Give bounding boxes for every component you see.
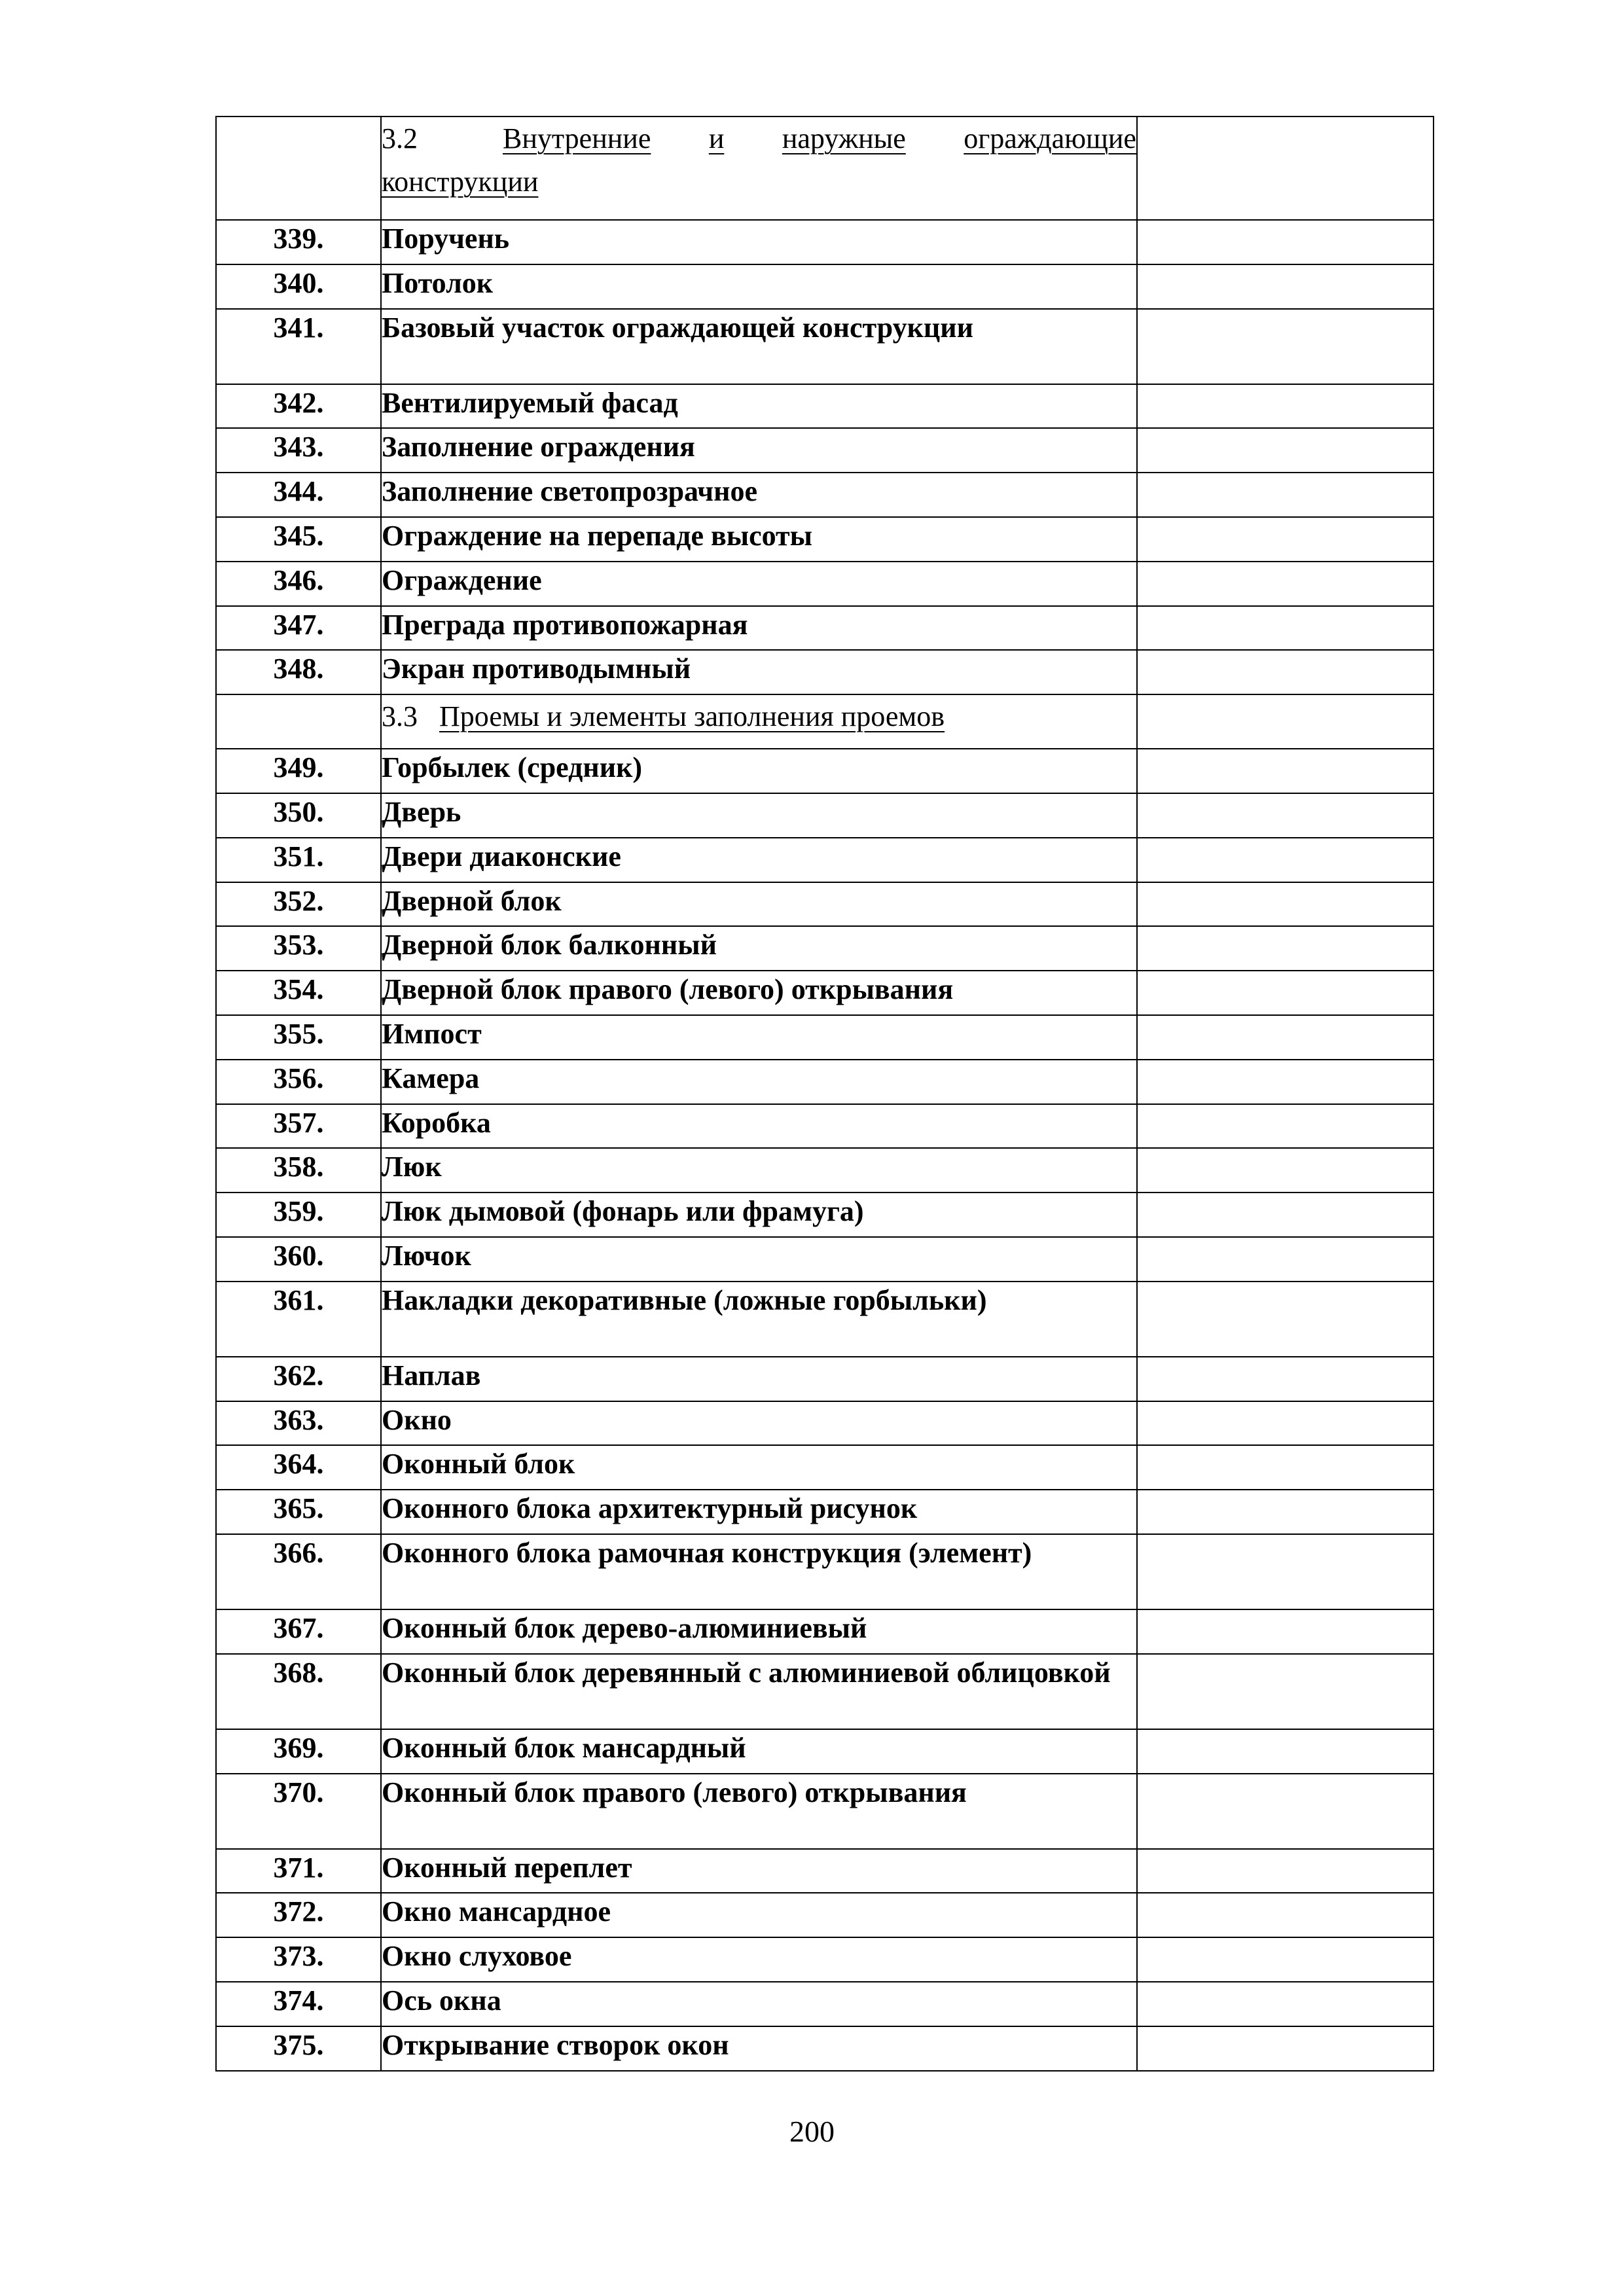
term-number: 371. xyxy=(216,1849,381,1893)
terms-table-body xyxy=(216,117,1434,2071)
term-number: 354. xyxy=(216,971,381,1015)
table-row xyxy=(216,793,1434,838)
table-row xyxy=(216,1654,1434,1729)
empty-cell xyxy=(1137,562,1434,606)
term-name: Ось окна xyxy=(381,1982,1137,2026)
empty-cell xyxy=(1137,606,1434,651)
term-number: 345. xyxy=(216,517,381,562)
table-row xyxy=(216,882,1434,927)
table-row xyxy=(216,1193,1434,1237)
section-title-word: Внутренние xyxy=(503,122,651,154)
table-row xyxy=(216,473,1434,517)
table-row xyxy=(216,838,1434,882)
empty-cell xyxy=(1137,264,1434,309)
section-heading-3-3 xyxy=(381,694,1137,749)
section-number: 3.2 xyxy=(382,122,418,154)
empty-cell xyxy=(1137,1060,1434,1104)
term-name: Заполнение светопрозрачное xyxy=(381,473,1137,517)
term-number: 356. xyxy=(216,1060,381,1104)
term-number: 347. xyxy=(216,606,381,651)
empty-cell xyxy=(1137,1893,1434,1937)
term-number: 349. xyxy=(216,749,381,793)
term-number: 367. xyxy=(216,1609,381,1654)
empty-cell xyxy=(1137,1015,1434,1060)
table-row xyxy=(216,1015,1434,1060)
term-name: Окно xyxy=(381,1401,1137,1446)
terms-table xyxy=(215,116,1434,2072)
term-name: Оконный блок дерево-алюминиевый xyxy=(381,1609,1137,1654)
table-row xyxy=(216,2026,1434,2071)
table-row xyxy=(216,606,1434,651)
term-number: 375. xyxy=(216,2026,381,2071)
term-number: 361. xyxy=(216,1282,381,1357)
section-title-word: наружные xyxy=(782,122,906,154)
term-number: 370. xyxy=(216,1774,381,1849)
empty-cell xyxy=(1137,1193,1434,1237)
empty-cell xyxy=(1137,882,1434,927)
term-number: 364. xyxy=(216,1445,381,1490)
term-name: Вентилируемый фасад xyxy=(381,384,1137,429)
table-row xyxy=(216,517,1434,562)
empty-cell xyxy=(1137,1937,1434,1982)
term-number: 348. xyxy=(216,650,381,694)
section-header-row-3-3 xyxy=(216,694,1434,749)
table-row xyxy=(216,1282,1434,1357)
empty-cell xyxy=(1137,1401,1434,1446)
term-name: Камера xyxy=(381,1060,1137,1104)
term-name: Базовый участок ограждающей конструкции xyxy=(381,309,1137,384)
term-name: Оконный блок деревянный с алюминиевой облицовкой xyxy=(381,1654,1137,1729)
table-row xyxy=(216,1445,1434,1490)
table-row xyxy=(216,384,1434,429)
empty-cell xyxy=(1137,838,1434,882)
empty-cell xyxy=(1137,473,1434,517)
term-number: 340. xyxy=(216,264,381,309)
empty-cell xyxy=(1137,1148,1434,1193)
term-number: 346. xyxy=(216,562,381,606)
table-row xyxy=(216,1937,1434,1982)
table-row xyxy=(216,220,1434,264)
term-number: 357. xyxy=(216,1104,381,1149)
term-number: 355. xyxy=(216,1015,381,1060)
term-name: Люк дымовой (фонарь или фрамуга) xyxy=(381,1193,1137,1237)
term-number: 341. xyxy=(216,309,381,384)
empty-cell xyxy=(1137,926,1434,971)
empty-cell xyxy=(1137,1534,1434,1609)
term-name: Оконный блок правого (левого) открывания xyxy=(381,1774,1137,1849)
term-number: 363. xyxy=(216,1401,381,1446)
empty-cell xyxy=(1137,1609,1434,1654)
empty-cell xyxy=(1137,1849,1434,1893)
term-number: 344. xyxy=(216,473,381,517)
term-number: 339. xyxy=(216,220,381,264)
table-row xyxy=(216,264,1434,309)
term-number: 350. xyxy=(216,793,381,838)
term-number: 351. xyxy=(216,838,381,882)
term-number: 358. xyxy=(216,1148,381,1193)
term-number: 362. xyxy=(216,1357,381,1401)
term-number: 360. xyxy=(216,1237,381,1282)
empty-cell xyxy=(1137,1490,1434,1534)
table-row xyxy=(216,1729,1434,1774)
term-number: 368. xyxy=(216,1654,381,1729)
empty-cell xyxy=(1137,1445,1434,1490)
empty-cell xyxy=(1137,694,1434,749)
term-number: 359. xyxy=(216,1193,381,1237)
section-number: 3.3 xyxy=(382,700,418,733)
term-number: 366. xyxy=(216,1534,381,1609)
empty-cell xyxy=(1137,309,1434,384)
term-name: Экран противодымный xyxy=(381,650,1137,694)
table-row xyxy=(216,650,1434,694)
table-row xyxy=(216,1849,1434,1893)
term-name: Оконный блок xyxy=(381,1445,1137,1490)
term-name: Поручень xyxy=(381,220,1137,264)
empty-cell xyxy=(1137,793,1434,838)
section-title-word: и xyxy=(708,122,725,154)
empty-cell xyxy=(1137,1104,1434,1149)
term-number: 343. xyxy=(216,428,381,473)
term-name: Оконный переплет xyxy=(381,1849,1137,1893)
section-title-word: ограждающие xyxy=(964,122,1136,154)
term-name: Коробка xyxy=(381,1104,1137,1149)
term-name: Дверной блок правого (левого) открывания xyxy=(381,971,1137,1015)
table-row xyxy=(216,1893,1434,1937)
empty-cell xyxy=(1137,1729,1434,1774)
table-row xyxy=(216,1148,1434,1193)
empty-cell xyxy=(1137,971,1434,1015)
term-name: Оконного блока рамочная конструкция (элемент) xyxy=(381,1534,1137,1609)
term-name: Горбылек (средник) xyxy=(381,749,1137,793)
term-name: Дверной блок xyxy=(381,882,1137,927)
table-row xyxy=(216,309,1434,384)
term-name: Окно слуховое xyxy=(381,1937,1137,1982)
term-number: 374. xyxy=(216,1982,381,2026)
term-name: Люк xyxy=(381,1148,1137,1193)
empty-cell xyxy=(1137,749,1434,793)
term-name: Наплав xyxy=(381,1357,1137,1401)
term-name: Ограждение на перепаде высоты xyxy=(381,517,1137,562)
term-name: Заполнение ограждения xyxy=(381,428,1137,473)
term-name: Дверной блок балконный xyxy=(381,926,1137,971)
table-row xyxy=(216,1490,1434,1534)
empty-cell xyxy=(1137,1357,1434,1401)
empty-cell xyxy=(216,117,381,220)
table-row xyxy=(216,1357,1434,1401)
section-title-line-1 xyxy=(503,117,1136,160)
term-name: Лючок xyxy=(381,1237,1137,1282)
table-row xyxy=(216,1104,1434,1149)
term-name: Оконный блок мансардный xyxy=(381,1729,1137,1774)
section-heading-3-2 xyxy=(381,117,1137,220)
empty-cell xyxy=(1137,1282,1434,1357)
empty-cell xyxy=(1137,1237,1434,1282)
table-row xyxy=(216,1534,1434,1609)
term-name: Ограждение xyxy=(381,562,1137,606)
table-row xyxy=(216,1609,1434,1654)
section-header-row-3-2 xyxy=(216,117,1434,220)
section-title-line-2: конструкции xyxy=(382,166,539,198)
term-name: Преграда противопожарная xyxy=(381,606,1137,651)
term-name: Дверь xyxy=(381,793,1137,838)
empty-cell xyxy=(1137,517,1434,562)
table-row xyxy=(216,749,1434,793)
term-number: 372. xyxy=(216,1893,381,1937)
empty-cell xyxy=(1137,428,1434,473)
empty-cell xyxy=(1137,384,1434,429)
table-row xyxy=(216,428,1434,473)
term-number: 342. xyxy=(216,384,381,429)
term-number: 373. xyxy=(216,1937,381,1982)
term-name: Импост xyxy=(381,1015,1137,1060)
term-name: Открывание створок окон xyxy=(381,2026,1137,2071)
empty-cell xyxy=(1137,650,1434,694)
table-row xyxy=(216,1774,1434,1849)
table-row xyxy=(216,1401,1434,1446)
term-name: Оконного блока архитектурный рисунок xyxy=(381,1490,1137,1534)
section-title: Проемы и элементы заполнения проемов xyxy=(439,700,945,733)
table-row xyxy=(216,562,1434,606)
table-row xyxy=(216,971,1434,1015)
table-row xyxy=(216,926,1434,971)
term-name: Двери диаконские xyxy=(381,838,1137,882)
empty-cell xyxy=(1137,1654,1434,1729)
table-row xyxy=(216,1237,1434,1282)
empty-cell xyxy=(1137,2026,1434,2071)
empty-cell xyxy=(216,694,381,749)
term-name: Накладки декоративные (ложные горбыльки) xyxy=(381,1282,1137,1357)
table-row xyxy=(216,1060,1434,1104)
term-number: 369. xyxy=(216,1729,381,1774)
page-number: 200 xyxy=(789,2115,835,2148)
term-name: Окно мансардное xyxy=(381,1893,1137,1937)
empty-cell xyxy=(1137,117,1434,220)
term-number: 353. xyxy=(216,926,381,971)
empty-cell xyxy=(1137,1982,1434,2026)
term-name: Потолок xyxy=(381,264,1137,309)
empty-cell xyxy=(1137,220,1434,264)
table-row xyxy=(216,1982,1434,2026)
term-number: 352. xyxy=(216,882,381,927)
term-number: 365. xyxy=(216,1490,381,1534)
empty-cell xyxy=(1137,1774,1434,1849)
